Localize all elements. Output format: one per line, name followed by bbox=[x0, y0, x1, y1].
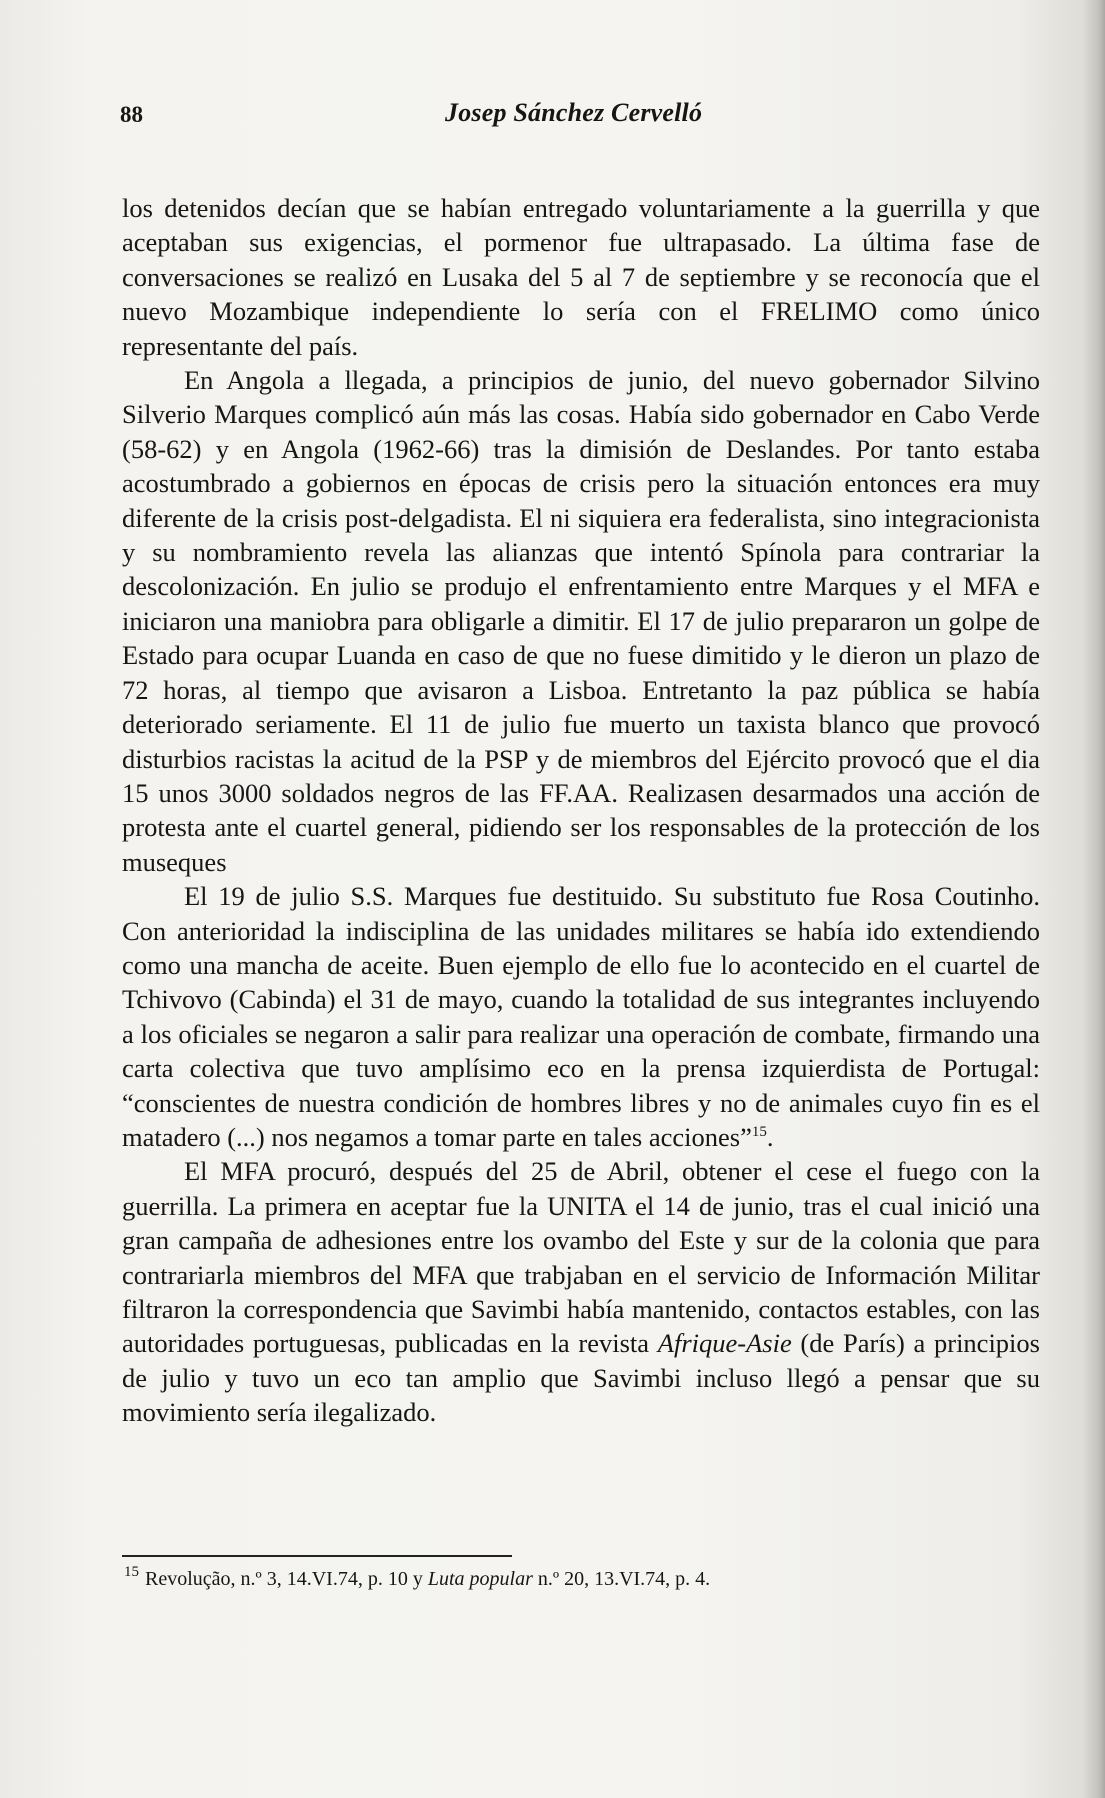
paragraph-3 bbox=[122, 879, 1040, 1154]
paragraph-4 bbox=[122, 1154, 1040, 1429]
journal-title-afrique-asie: Afrique-Asie bbox=[657, 1328, 792, 1359]
footnote-reference-15[interactable]: 15 bbox=[751, 1123, 767, 1140]
page-number: 88 bbox=[120, 102, 143, 127]
footnote-divider bbox=[122, 1555, 512, 1557]
paragraph-4-text-a: El MFA procuró, después del 25 de Abril, obtener el cese el fuego con la guerrilla. La primera en aceptar fue la UNITA el 14 de junio, tras el cual inició una gran campaña de adhesiones entre los ovambo del Este y sur de la colonia que para contrariarla miembros del MFA que trabjaban en el servicio de Información Militar filtraron la correspondencia que Savimbi había mantenido, contactos estables, con las autoridades portuguesas, publicadas en la revista bbox=[122, 1156, 1040, 1359]
footnote-journal-luta-popular: Luta popular bbox=[427, 1568, 533, 1590]
page-edge-shadow bbox=[1083, 0, 1105, 1798]
paragraph-2: En Angola a llegada, a principios de junio, del nuevo gobernador Silvino Silverio Marques complicó aún más las cosas. Había sido gobernador en Cabo Verde (58-62) y en Angola (1962-66) tras la dimisión de Deslandes. Por tanto estaba acostumbrado a gobiernos en épocas de crisis pero la situación entonces era muy diferente de la crisis post-delgadista. El ni siquiera era federalista, sino integracionista y su nombramiento revela las alianzas que intentó Spínola para contrariar la descolonización. En julio se produjo el enfrentamiento entre Marques y el MFA e iniciaron una maniobra para obligarle a dimitir. El 17 de julio prepararon un golpe de Estado para ocupar Luanda en caso de que no fuese dimitido y le dieron un plazo de 72 horas, al tiempo que avisaron a Lisboa. Entretanto la paz pública se había deteriorado seriamente. El 11 de julio fue muerto un taxista blanco que provocó disturbios racistas la acitud de la PSP y de miembros del Ejército provocó que el dia 15 unos 3000 soldados negros de las FF.AA. Realizasen desarmados una acción de protesta ante el cuartel general, pidiendo ser los responsables de la protección de los museques bbox=[122, 365, 1040, 877]
footnote-15 bbox=[124, 1566, 1024, 1592]
footnote-number: 15 bbox=[124, 1564, 139, 1580]
footnote-text-b: n.º 20, 13.VI.74, p. 4. bbox=[532, 1568, 711, 1590]
page-header bbox=[120, 98, 1040, 138]
main-text bbox=[122, 191, 1040, 1430]
paragraph-4-text-b: (de París) a principios de julio y tuvo un eco tan amplio que Savimbi incluso llegó a pensar que su movimiento sería ilegalizado. bbox=[122, 1328, 1040, 1428]
paragraph-3-text: El 19 de julio S.S. Marques fue destituido. Su substituto fue Rosa Coutinho. Con anterioridad la indisciplina de las unidades militares se había ido extendiendo como una mancha de aceite. Buen ejemplo de ello fue lo acontecido en el cuartel de Tchivovo (Cabinda) el 31 de mayo, cuando la totalidad de sus integrantes incluyendo a los oficiales se negaron a salir para realizar una operación de combate, firmando una carta colectiva que tuvo amplísimo eco en la prensa izquierdista de Portugal: “conscientes de nuestra condición de hombres libres y no de animales cuyo fin es el matadero (...) nos negamos a tomar parte en tales acciones” bbox=[122, 881, 1040, 1152]
running-head-author: Josep Sánchez Cervelló bbox=[445, 98, 703, 127]
footnote-text-a: Revolução, n.º 3, 14.VI.74, p. 10 y bbox=[145, 1568, 428, 1590]
paragraph-3-end: . bbox=[766, 1121, 774, 1152]
paragraph-1: los detenidos decían que se habían entregado voluntariamente a la guerrilla y que aceptaban sus exigencias, el pormenor fue ultrapasado. La última fase de conversaciones se realizó en Lusaka del 5 al 7 de septiembre y se reconocía que el nuevo Mozambique independiente lo sería con el FRELIMO como único representante del país. bbox=[122, 193, 1040, 361]
